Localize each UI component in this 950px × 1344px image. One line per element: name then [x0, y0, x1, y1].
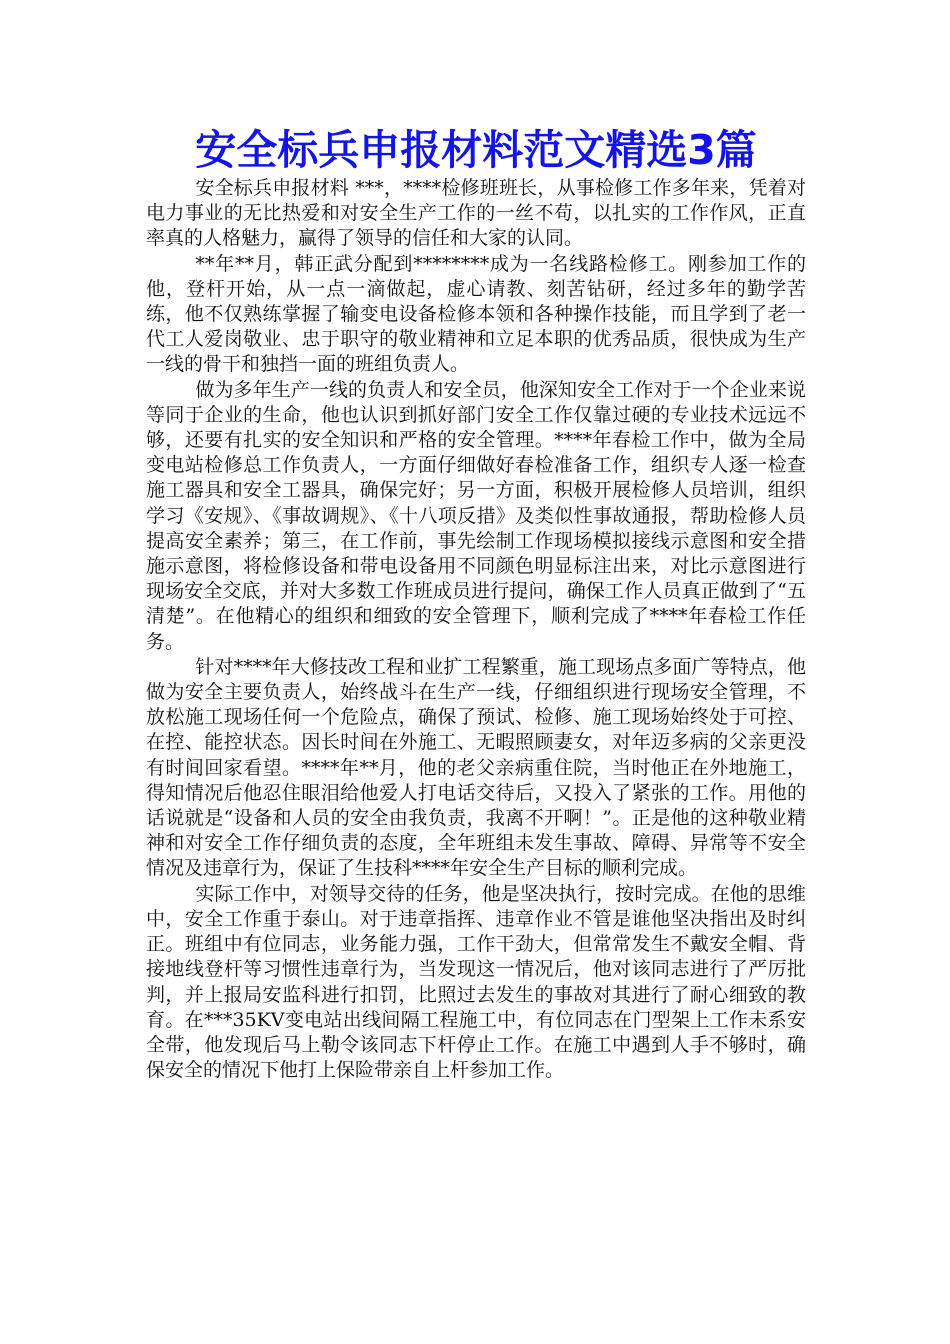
paragraph-4: 针对****年大修技改工程和业扩工程繁重，施工现场点多面广等特点，他做为安全主要负责人，始终战斗在生产一线，仔细组织进行现场安全管理，不放松施工现场任何一个危险点，确保了预试、检修、施工现场始终处于可控、在控、能控状态。因长时间在外施工、无暇照顾妻女，对年迈多病的父亲更没有时间回家看望。****年**月，他的老父亲病重住院，当时他正在外地施工，得知情况后他忍住眼泪给他爱人打电话交待后，又投入了紧张的工作。用他的话说就是“设备和人员的安全由我负责，我离不开啊！”。正是他的这种敬业精神和对安全工作仔细负责的态度，全年班组未发生事故、障碍、异常等不安全情况及违章行为，保证了生技科****年安全生产目标的顺利完成。: [146, 655, 806, 880]
document-page: [146, 124, 806, 1083]
paragraph-5: 实际工作中，对领导交待的任务，他是坚决执行，按时完成。在他的思维中，安全工作重于泰山。对于违章指挥、违章作业不管是谁他坚决指出及时纠正。班组中有位同志，业务能力强，工作干劲大，但常常发生不戴安全帽、背接地线登杆等习惯性违章行为，当发现这一情况后，他对该同志进行了严厉批判，并上报局安监科进行扣罚，比照过去发生的事故对其进行了耐心细致的教育。在***35KV变电站出线间隔工程施工中，有位同志在门型架上工作未系安全带，他发现后马上勒令该同志下杆停止工作。在施工中遇到人手不够时，确保安全的情况下他打上保险带亲自上杆参加工作。: [146, 882, 806, 1082]
paragraph-1: 安全标兵申报材料 ***，****检修班班长，从事检修工作多年来，凭着对电力事业的无比热爱和对安全生产工作的一丝不苟，以扎实的工作作风，正直率真的人格魅力，赢得了领导的信任和大家的认同。: [146, 177, 806, 250]
paragraph-2: **年**月，韩正武分配到********成为一名线路检修工。刚参加工作的他，登杆开始，从一点一滴做起，虚心请教、刻苦钻研，经过多年的勤学苦练，他不仅熟练掌握了输变电设备检修本领和各种操作技能，而且学到了老一代工人爱岗敬业、忠于职守的敬业精神和立足本职的优秀品质，很快成为生产一线的骨干和独挡一面的班组负责人。: [146, 252, 806, 376]
document-title: 安全标兵申报材料范文精选3篇: [195, 126, 757, 174]
paragraph-3: 做为多年生产一线的负责人和安全员，他深知安全工作对于一个企业来说等同于企业的生命，他也认识到抓好部门安全工作仅靠过硬的专业技术远远不够，还要有扎实的安全知识和严格的安全管理。****年春检工作中，做为全局变电站检修总工作负责人，一方面仔细做好春检准备工作，组织专人逐一检查施工器具和安全工器具，确保完好；另一方面，积极开展检修人员培训，组织学习《安规》、《事故调规》、《十八项反措》及类似性事故通报，帮助检修人员提高安全素养；第三，在工作前，事先绘制工作现场模拟接线示意图和安全措施示意图，将检修设备和带电设备用不同颜色明显标注出来，对比示意图进行现场安全交底，并对大多数工作班成员进行提问，确保工作人员真正做到了“五清楚”。在他精心的组织和细致的安全管理下，顺利完成了****年春检工作任务。: [146, 378, 806, 653]
